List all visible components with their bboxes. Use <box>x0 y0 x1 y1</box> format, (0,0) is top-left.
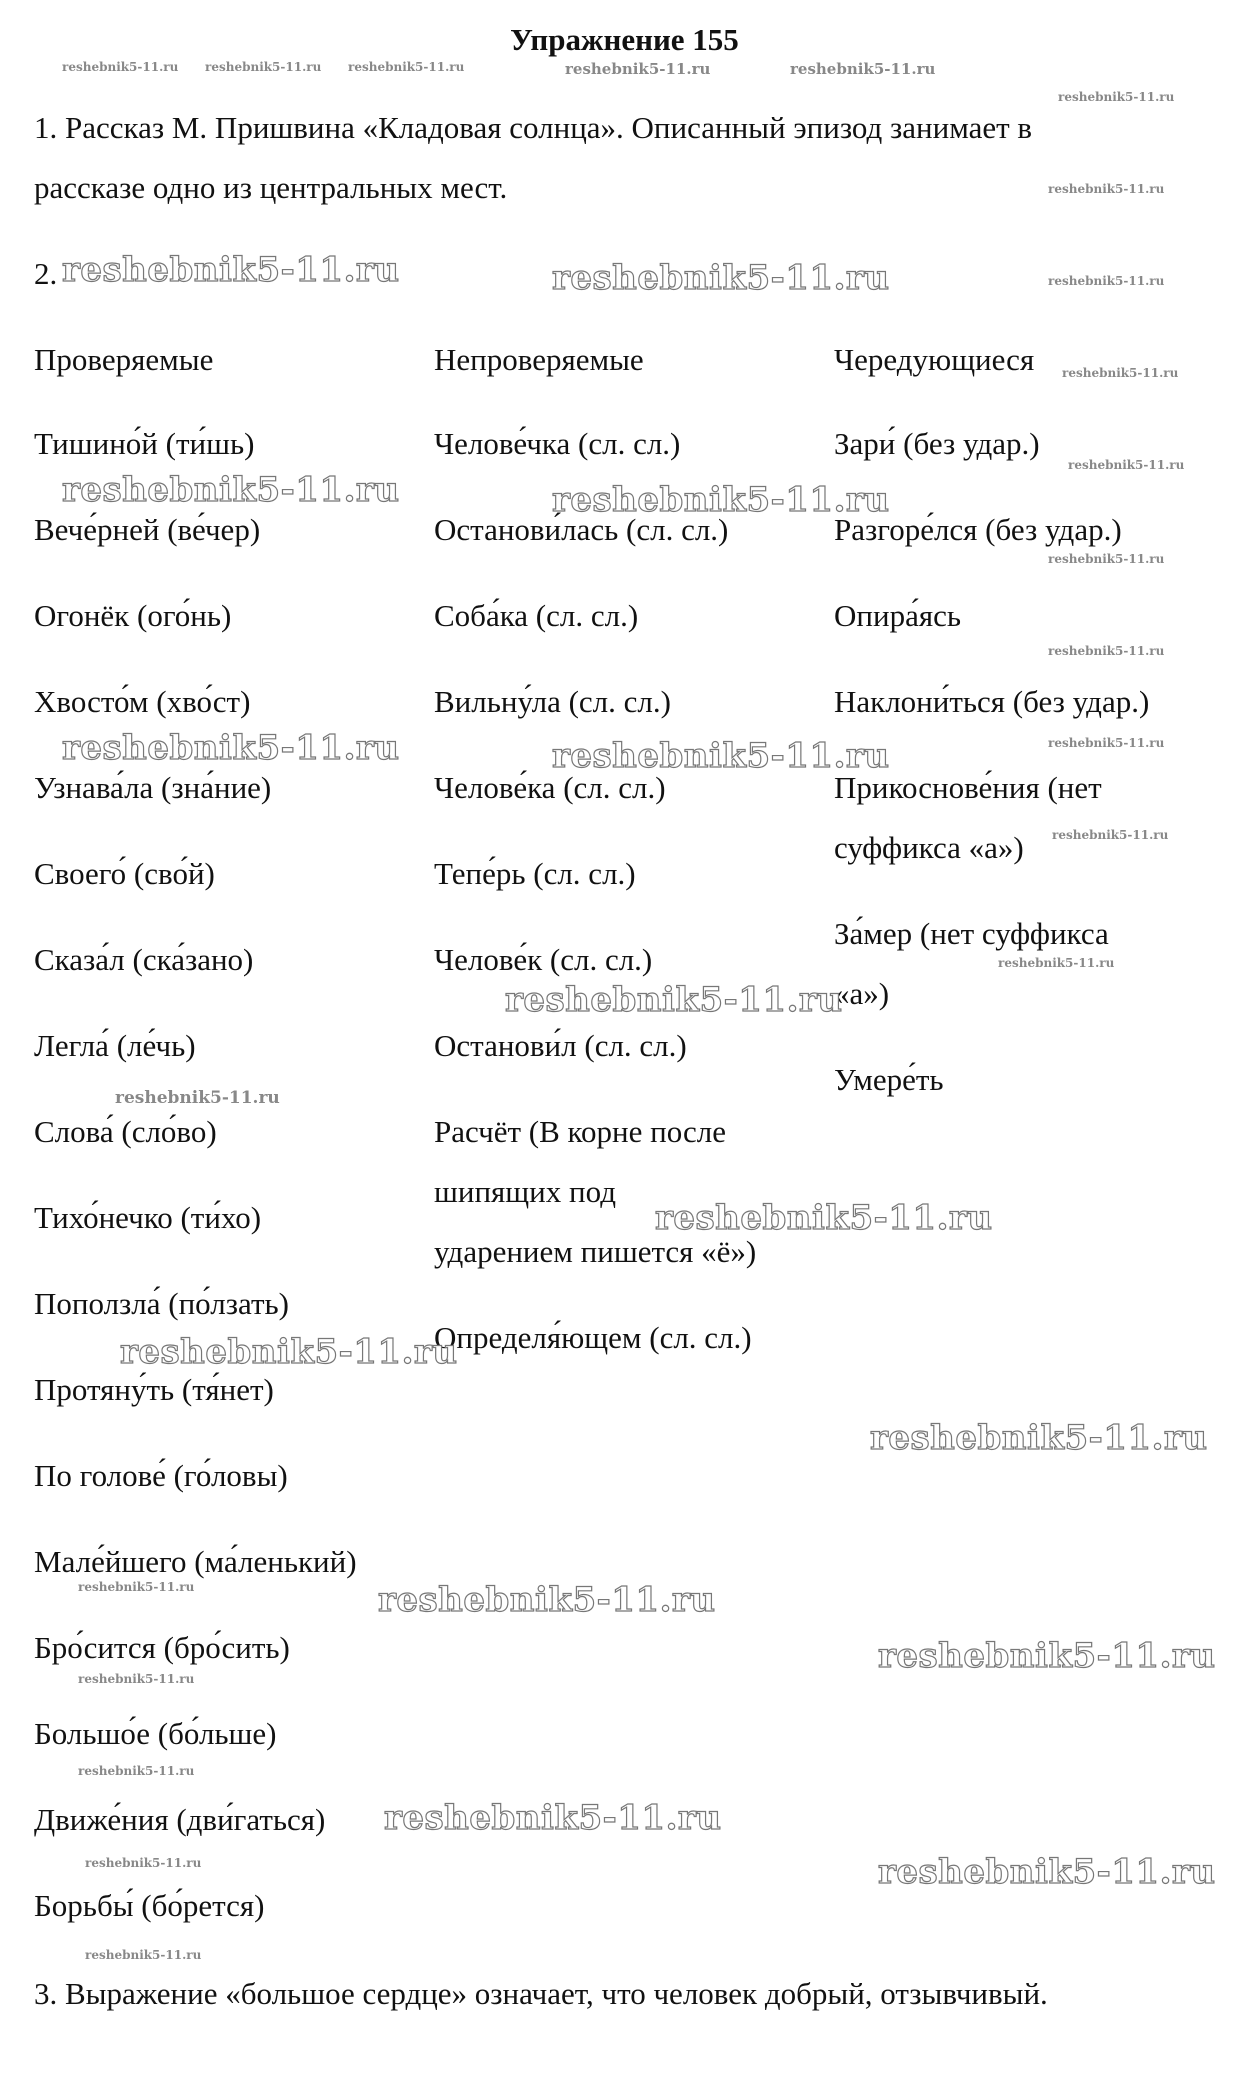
col2-word: Челове́чка (сл. сл.) <box>434 426 681 461</box>
watermark-small: reshebnik5-11.ru <box>998 956 1115 970</box>
page-title: Упражнение 155 <box>510 22 739 57</box>
col3-word: Зари́ (без удар.) <box>834 426 1040 461</box>
item-1-line-2: рассказе одно из центральных мест. <box>34 170 508 205</box>
col3-word: Разгоре́лся (без удар.) <box>834 512 1122 547</box>
col2-word: ударением пишется «ё») <box>434 1234 757 1269</box>
item-1-line-1: 1. Рассказ М. Пришвина «Кладовая солнца». Описанный эпизод занимает в <box>34 110 1033 145</box>
watermark: reshebnik5-11.ru <box>655 1198 993 1238</box>
col3-word: Прикоснове́ния (нет <box>834 770 1102 805</box>
col1-word: Поползла́ (по́лзать) <box>34 1286 289 1321</box>
watermark: reshebnik5-11.ru <box>552 736 890 776</box>
col3-word: «а») <box>834 976 890 1011</box>
watermark: reshebnik5-11.ru <box>878 1636 1216 1676</box>
col3-word: Умере́ть <box>834 1062 944 1097</box>
watermark: reshebnik5-11.ru <box>120 1332 458 1372</box>
watermark-small: reshebnik5-11.ru <box>348 60 465 74</box>
col1-word: Легла́ (ле́чь) <box>34 1028 196 1063</box>
watermark-small: reshebnik5-11.ru <box>205 60 322 74</box>
col1-word: Слова́ (сло́во) <box>34 1114 217 1149</box>
col3-word: Опира́ясь <box>834 598 961 633</box>
watermark: reshebnik5-11.ru <box>552 258 890 298</box>
col3-word: За́мер (нет суффикса <box>834 916 1109 951</box>
col2-word: Останови́л (сл. сл.) <box>434 1028 687 1063</box>
col1-word: Огонёк (ого́нь) <box>34 598 232 633</box>
col2-word: Останови́лась (сл. сл.) <box>434 512 729 547</box>
col1-word: Сказа́л (ска́зано) <box>34 942 254 977</box>
col1-word: Большо́е (бо́льше) <box>34 1716 277 1751</box>
watermark-small: reshebnik5-11.ru <box>85 1948 202 1962</box>
header-checkable: Проверяемые <box>34 342 214 377</box>
watermark-small: reshebnik5-11.ru <box>1058 90 1175 104</box>
watermark-small: reshebnik5-11.ru <box>565 60 711 78</box>
watermark: reshebnik5-11.ru <box>378 1580 716 1620</box>
watermark-small: reshebnik5-11.ru <box>78 1764 195 1778</box>
watermark-small: reshebnik5-11.ru <box>78 1580 195 1594</box>
watermark-small: reshebnik5-11.ru <box>1048 644 1165 658</box>
col2-word: Соба́ка (сл. сл.) <box>434 598 639 633</box>
col2-word: Челове́ка (сл. сл.) <box>434 770 666 805</box>
header-uncheckable: Непроверяемые <box>434 342 644 377</box>
watermark: reshebnik5-11.ru <box>878 1852 1216 1892</box>
watermark-small: reshebnik5-11.ru <box>1048 182 1165 196</box>
watermark-small: reshebnik5-11.ru <box>62 60 179 74</box>
watermark-small: reshebnik5-11.ru <box>115 1088 280 1108</box>
col1-word: Движе́ния (дви́гаться) <box>34 1802 326 1837</box>
col1-word: По голове́ (го́ловы) <box>34 1458 288 1493</box>
col1-word: Протяну́ть (тя́нет) <box>34 1372 274 1407</box>
col1-word: Хвосто́м (хво́ст) <box>34 684 251 719</box>
col2-word: Челове́к (сл. сл.) <box>434 942 653 977</box>
col2-word: Тепе́рь (сл. сл.) <box>434 856 636 891</box>
col1-word: Своего́ (сво́й) <box>34 856 215 891</box>
watermark-small: reshebnik5-11.ru <box>1052 828 1169 842</box>
watermark-small: reshebnik5-11.ru <box>85 1856 202 1870</box>
watermark-small: reshebnik5-11.ru <box>78 1672 195 1686</box>
watermark: reshebnik5-11.ru <box>62 470 400 510</box>
header-alternating: Чередующиеся <box>834 342 1035 377</box>
watermark-small: reshebnik5-11.ru <box>1048 552 1165 566</box>
watermark: reshebnik5-11.ru <box>552 480 890 520</box>
watermark-small: reshebnik5-11.ru <box>1062 366 1179 380</box>
col2-word: Вильну́ла (сл. сл.) <box>434 684 671 719</box>
watermark: reshebnik5-11.ru <box>62 250 400 290</box>
col2-word: шипящих под <box>434 1174 616 1209</box>
col3-word: Наклони́ться (без удар.) <box>834 684 1150 719</box>
watermark: reshebnik5-11.ru <box>870 1418 1208 1458</box>
col3-word: суффикса «а») <box>834 830 1024 865</box>
col1-word: Тишино́й (ти́шь) <box>34 426 255 461</box>
watermark-small: reshebnik5-11.ru <box>1048 274 1165 288</box>
col1-word: Мале́йшего (ма́ленький) <box>34 1544 357 1579</box>
col1-word: Узнава́ла (зна́ние) <box>34 770 272 805</box>
watermark-small: reshebnik5-11.ru <box>1048 736 1165 750</box>
col2-word: Расчёт (В корне после <box>434 1114 726 1149</box>
watermark: reshebnik5-11.ru <box>505 980 843 1020</box>
watermark: reshebnik5-11.ru <box>62 728 400 768</box>
col1-word: Вече́рней (ве́чер) <box>34 512 261 547</box>
col1-word: Тихо́нечко (ти́хо) <box>34 1200 262 1235</box>
watermark-small: reshebnik5-11.ru <box>1068 458 1185 472</box>
item-3: 3. Выражение «большое сердце» означает, что человек добрый, отзывчивый. <box>34 1976 1048 2011</box>
col2-word: Определя́ющем (сл. сл.) <box>434 1320 752 1355</box>
watermark: reshebnik5-11.ru <box>384 1798 722 1838</box>
item-2-label: 2. <box>34 256 58 291</box>
watermark-small: reshebnik5-11.ru <box>790 60 936 78</box>
col1-word: Бро́сится (бро́сить) <box>34 1630 290 1665</box>
col1-word: Борьбы́ (бо́рется) <box>34 1888 265 1923</box>
